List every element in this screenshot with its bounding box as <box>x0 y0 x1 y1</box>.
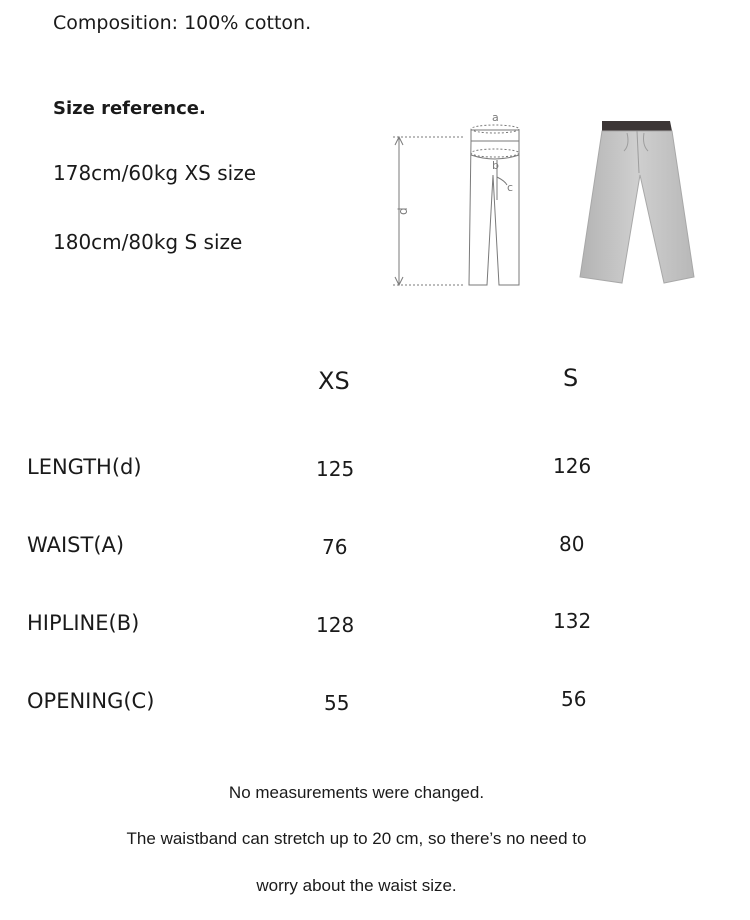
row-label-hipline: HIPLINE(B) <box>27 611 140 635</box>
cell-length-xs: 125 <box>316 457 355 481</box>
note-line: No measurements were changed. <box>228 783 485 802</box>
cell-hipline-xs: 128 <box>316 613 355 637</box>
diagram-label-b: b <box>492 159 499 172</box>
column-header-xs: XS <box>318 367 350 395</box>
diagram-label-a: a <box>492 111 499 124</box>
row-label-waist: WAIST(A) <box>27 533 125 557</box>
cell-length-s: 126 <box>553 454 592 478</box>
cell-waist-s: 80 <box>559 532 585 556</box>
size-reference-line: 180cm/80kg S size <box>53 230 243 254</box>
cell-opening-xs: 55 <box>324 691 350 715</box>
row-label-length: LENGTH(d) <box>27 455 142 479</box>
row-label-opening: OPENING(C) <box>27 689 155 713</box>
note-line: worry about the waist size. <box>256 876 457 895</box>
cell-hipline-s: 132 <box>553 609 592 633</box>
size-reference-title: Size reference. <box>53 98 206 119</box>
cell-waist-xs: 76 <box>322 535 348 559</box>
composition-text: Composition: 100% cotton. <box>53 12 312 34</box>
column-header-s: S <box>563 364 579 392</box>
diagram-label-d: d <box>396 207 410 215</box>
pants-product-photo <box>572 115 702 290</box>
diagram-label-c: c <box>507 181 514 194</box>
size-reference-line: 178cm/60kg XS size <box>53 161 257 185</box>
note-line: The waistband can stretch up to 20 cm, so there’s no need to <box>126 829 587 848</box>
cell-opening-s: 56 <box>561 687 587 711</box>
pants-measurement-diagram <box>385 105 535 295</box>
